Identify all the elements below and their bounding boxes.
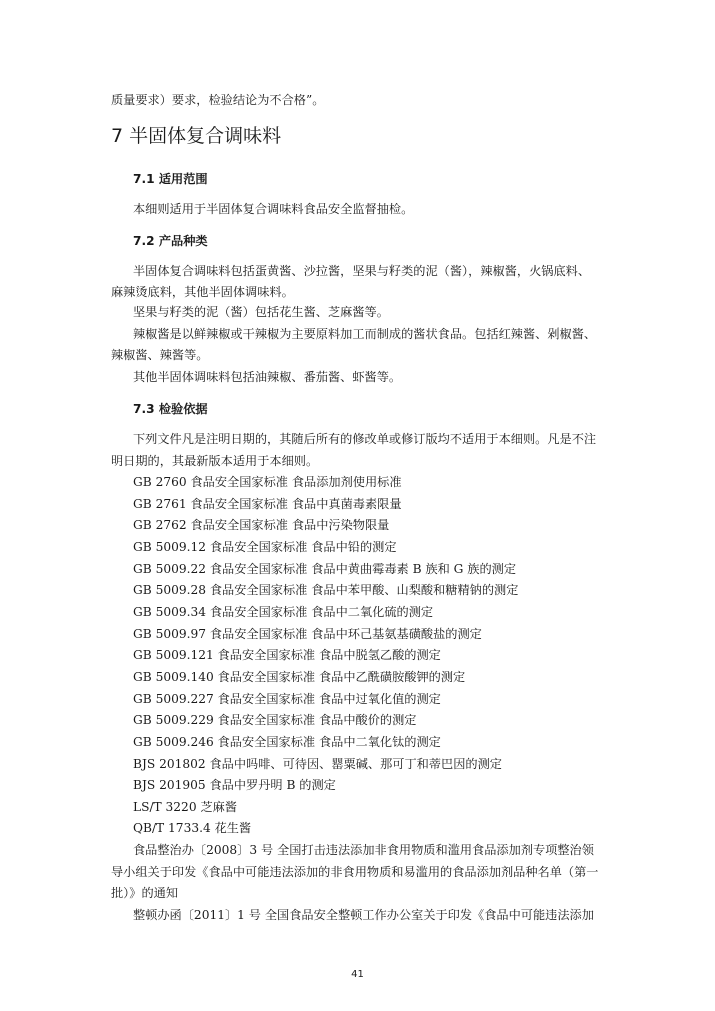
page-number: 41 <box>351 969 364 980</box>
paragraph-basis-line-2: 明日期的，其最新版本适用于本细则。 <box>111 454 319 468</box>
reference-item: GB 5009.97 食品安全国家标准 食品中环己基氨基磺酸盐的测定 <box>133 627 482 641</box>
reference-item: LS/T 3220 芝麻酱 <box>133 800 238 814</box>
notice-2011-line-1: 整顿办函〔2011〕1 号 全国食品安全整顿工作办公室关于印发《食品中可能违法添加 <box>133 908 594 922</box>
notice-2008-line-3: 批）》的通知 <box>111 886 179 900</box>
paragraph-chili-sauce-line-1: 辣椒酱是以鲜辣椒或干辣椒为主要原料加工而制成的酱状食品。包括红辣酱、剁椒酱、 <box>133 327 597 341</box>
reference-item: GB 2761 食品安全国家标准 食品中真菌毒素限量 <box>133 497 402 511</box>
reference-item: GB 5009.140 食品安全国家标准 食品中乙酰磺胺酸钾的测定 <box>133 670 466 684</box>
section-heading-7-3: 7.3 检验依据 <box>133 402 208 416</box>
chapter-title: 7 半固体复合调味料 <box>111 125 282 147</box>
reference-item: GB 5009.246 食品安全国家标准 食品中二氧化钛的测定 <box>133 735 441 749</box>
notice-2008-line-1: 食品整治办〔2008〕3 号 全国打击违法添加非食用物质和滥用食品添加剂专项整治领 <box>133 843 594 857</box>
reference-item: GB 2760 食品安全国家标准 食品添加剂使用标准 <box>133 475 402 489</box>
reference-item: GB 5009.22 食品安全国家标准 食品中黄曲霉毒素 B 族和 G 族的测定 <box>133 562 517 576</box>
reference-item: BJS 201802 食品中吗啡、可待因、罂粟碱、那可丁和蒂巴因的测定 <box>133 757 502 771</box>
paragraph-categories-line-1: 半固体复合调味料包括蛋黄酱、沙拉酱，坚果与籽类的泥（酱），辣椒酱，火锅底料、 <box>133 264 591 278</box>
reference-item: GB 5009.227 食品安全国家标准 食品中过氧化值的测定 <box>133 692 441 706</box>
reference-item: GB 5009.34 食品安全国家标准 食品中二氧化硫的测定 <box>133 605 434 619</box>
paragraph-basis-line-1: 下列文件凡是注明日期的，其随后所有的修改单或修订版均不适用于本细则。凡是不注 <box>133 432 597 446</box>
continued-text-line: 质量要求）要求，检验结论为不合格”。 <box>111 93 325 107</box>
paragraph-chili-sauce-line-2: 辣椒酱、辣酱等。 <box>111 348 209 362</box>
section-heading-7-1: 7.1 适用范围 <box>133 172 208 186</box>
reference-item: GB 5009.12 食品安全国家标准 食品中铅的测定 <box>133 540 397 554</box>
reference-item: GB 5009.121 食品安全国家标准 食品中脱氢乙酸的测定 <box>133 648 441 662</box>
reference-item: GB 5009.229 食品安全国家标准 食品中酸价的测定 <box>133 713 417 727</box>
paragraph-nut-paste: 坚果与籽类的泥（酱）包括花生酱、芝麻酱等。 <box>133 305 389 319</box>
notice-2008-line-2: 导小组关于印发《食品中可能违法添加的非食用物质和易滥用的食品添加剂品种名单（第一 <box>111 865 599 879</box>
reference-item: QB/T 1733.4 花生酱 <box>133 821 252 835</box>
paragraph-scope: 本细则适用于半固体复合调味料食品安全监督抽检。 <box>133 202 414 216</box>
reference-item: GB 5009.28 食品安全国家标准 食品中苯甲酸、山梨酸和糖精钠的测定 <box>133 583 519 597</box>
paragraph-categories-line-2: 麻辣烫底料，其他半固体调味料。 <box>111 285 294 299</box>
section-heading-7-2: 7.2 产品种类 <box>133 234 208 248</box>
paragraph-other-seasonings: 其他半固体调味料包括油辣椒、番茄酱、虾酱等。 <box>133 370 402 384</box>
reference-item: BJS 201905 食品中罗丹明 B 的测定 <box>133 778 336 792</box>
reference-item: GB 2762 食品安全国家标准 食品中污染物限量 <box>133 518 390 532</box>
